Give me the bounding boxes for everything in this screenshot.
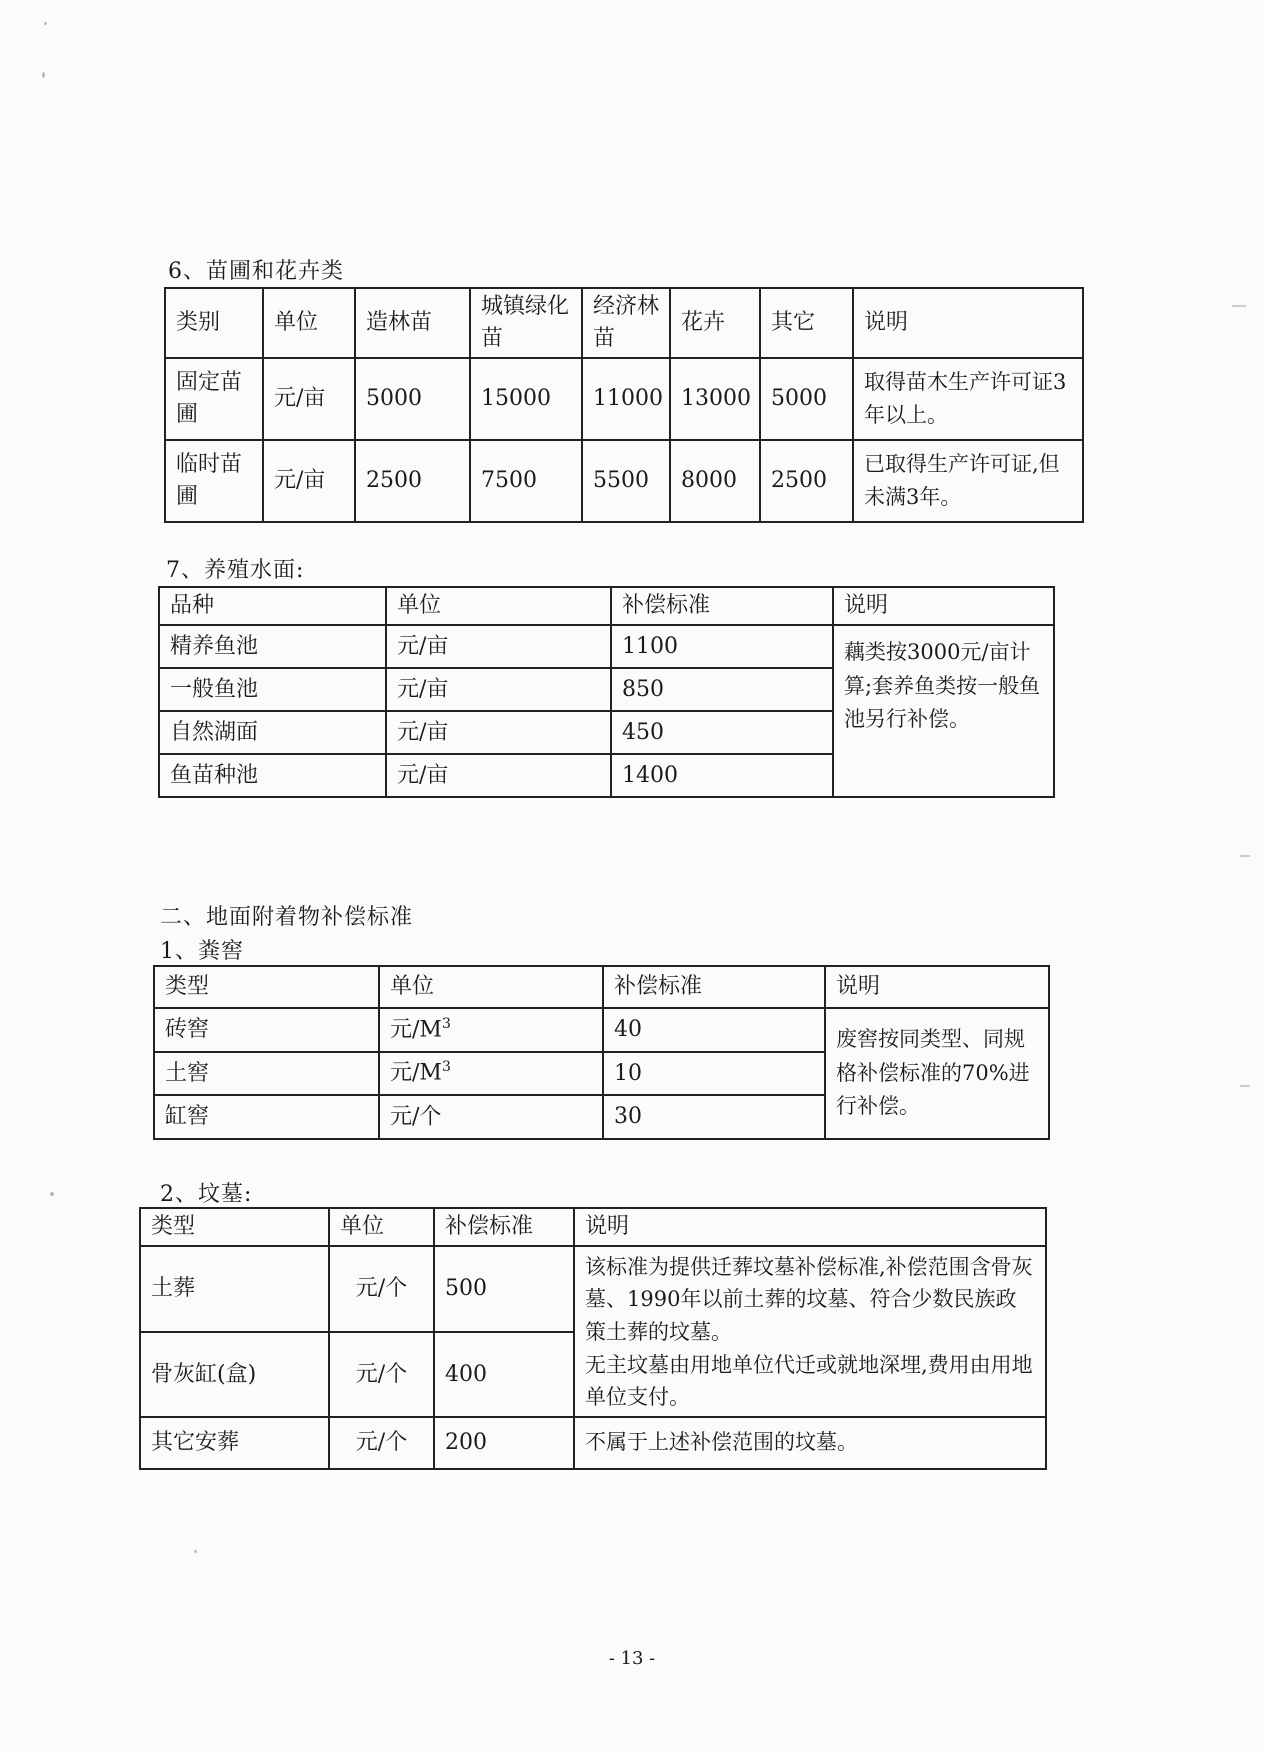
unit-cell bbox=[379, 1052, 603, 1095]
header-cell: 单位 bbox=[263, 288, 355, 358]
type-cell: 土窖 bbox=[154, 1052, 379, 1095]
type-cell: 骨灰缸(盒) bbox=[140, 1332, 329, 1416]
type-cell: 缸窖 bbox=[154, 1095, 379, 1139]
table-header-row bbox=[159, 587, 1054, 625]
header-cell: 其它 bbox=[760, 288, 853, 358]
value-cell: 2500 bbox=[355, 440, 470, 522]
section-6-heading: 6、苗圃和花卉类 bbox=[168, 259, 344, 284]
table-header-row bbox=[154, 966, 1049, 1008]
note-cell: 取得苗木生产许可证3年以上。 bbox=[853, 358, 1083, 440]
scan-speck bbox=[194, 1550, 197, 1553]
scan-speck bbox=[44, 22, 47, 25]
unit-cell: 元/亩 bbox=[386, 668, 611, 711]
unit-cell: 元/亩 bbox=[386, 625, 611, 668]
note-cell bbox=[574, 1246, 1046, 1417]
header-cell: 造林苗 bbox=[355, 288, 470, 358]
header-cell: 单位 bbox=[329, 1208, 434, 1246]
type-cell: 土葬 bbox=[140, 1246, 329, 1332]
value-cell: 450 bbox=[611, 711, 833, 754]
value-cell: 2500 bbox=[760, 440, 853, 522]
note-paragraph: 无主坟墓由用地单位代迁或就地深埋,费用由用地单位支付。 bbox=[585, 1352, 1033, 1410]
table-row bbox=[159, 625, 1054, 668]
header-cell: 经济林苗 bbox=[582, 288, 670, 358]
part-2-title: 二、地面附着物补偿标准 bbox=[160, 905, 414, 930]
value-cell: 7500 bbox=[470, 440, 582, 522]
table-row bbox=[140, 1246, 1046, 1332]
value-cell: 8000 bbox=[670, 440, 760, 522]
unit-cell: 元/亩 bbox=[263, 440, 355, 522]
cellar-heading: 1、粪窖 bbox=[160, 939, 244, 964]
page-number: - 13 - bbox=[608, 1648, 656, 1669]
unit-exponent: 3 bbox=[441, 1015, 451, 1032]
note-cell: 已取得生产许可证,但未满3年。 bbox=[853, 440, 1083, 522]
value-cell: 30 bbox=[603, 1095, 825, 1139]
section-7-heading: 7、养殖水面: bbox=[166, 558, 305, 583]
note-cell: 不属于上述补偿范围的坟墓。 bbox=[574, 1417, 1046, 1469]
scan-speck bbox=[42, 72, 45, 78]
value-cell: 5500 bbox=[582, 440, 670, 522]
note-cell: 藕类按3000元/亩计算;套养鱼类按一般鱼池另行补偿。 bbox=[833, 625, 1054, 797]
unit-text: 元/M bbox=[390, 1060, 442, 1086]
header-cell: 说明 bbox=[825, 966, 1049, 1008]
value-cell: 1400 bbox=[611, 754, 833, 797]
unit-cell bbox=[379, 1095, 603, 1139]
kind-cell: 鱼苗种池 bbox=[159, 754, 386, 797]
header-cell: 说明 bbox=[853, 288, 1083, 358]
grave-table bbox=[139, 1207, 1047, 1470]
header-cell: 单位 bbox=[379, 966, 603, 1008]
unit-text: 元/M bbox=[390, 1017, 442, 1043]
value-cell: 11000 bbox=[582, 358, 670, 440]
unit-cell: 元/个 bbox=[329, 1246, 434, 1332]
table-row bbox=[165, 440, 1083, 522]
type-cell: 其它安葬 bbox=[140, 1417, 329, 1469]
value-cell: 1100 bbox=[611, 625, 833, 668]
scan-mark bbox=[1240, 855, 1250, 857]
value-cell: 40 bbox=[603, 1008, 825, 1052]
category-cell: 临时苗圃 bbox=[165, 440, 263, 522]
unit-cell: 元/个 bbox=[329, 1417, 434, 1469]
unit-cell bbox=[379, 1008, 603, 1052]
header-cell: 品种 bbox=[159, 587, 386, 625]
table-header-row bbox=[140, 1208, 1046, 1246]
category-cell: 固定苗圃 bbox=[165, 358, 263, 440]
kind-cell: 自然湖面 bbox=[159, 711, 386, 754]
header-cell: 补偿标准 bbox=[434, 1208, 574, 1246]
scan-mark bbox=[1240, 1085, 1250, 1087]
cellar-table bbox=[153, 965, 1050, 1140]
header-cell: 城镇绿化苗 bbox=[470, 288, 582, 358]
unit-exponent: 3 bbox=[441, 1059, 451, 1076]
scan-mark bbox=[1232, 305, 1246, 307]
value-cell: 5000 bbox=[355, 358, 470, 440]
kind-cell: 一般鱼池 bbox=[159, 668, 386, 711]
table-row bbox=[140, 1417, 1046, 1469]
scan-speck bbox=[50, 1192, 54, 1196]
value-cell: 10 bbox=[603, 1052, 825, 1095]
aquaculture-table bbox=[158, 586, 1055, 798]
unit-cell: 元/亩 bbox=[386, 711, 611, 754]
header-cell: 补偿标准 bbox=[603, 966, 825, 1008]
unit-cell: 元/亩 bbox=[386, 754, 611, 797]
header-cell: 单位 bbox=[386, 587, 611, 625]
table-row bbox=[154, 1008, 1049, 1052]
unit-text: 元/个 bbox=[390, 1104, 442, 1130]
note-paragraph: 该标准为提供迁葬坟墓补偿标准,补偿范围含骨灰墓、1990年以前土葬的坟墓、符合少数民族政策土葬的坟墓。 bbox=[585, 1254, 1033, 1344]
table-header-row bbox=[165, 288, 1083, 358]
value-cell: 400 bbox=[434, 1332, 574, 1416]
value-cell: 500 bbox=[434, 1246, 574, 1332]
note-cell: 废窖按同类型、同规格补偿标准的70%进行补偿。 bbox=[825, 1008, 1049, 1139]
header-cell: 类型 bbox=[154, 966, 379, 1008]
value-cell: 13000 bbox=[670, 358, 760, 440]
unit-cell: 元/个 bbox=[329, 1332, 434, 1416]
table-row bbox=[165, 358, 1083, 440]
kind-cell: 精养鱼池 bbox=[159, 625, 386, 668]
value-cell: 200 bbox=[434, 1417, 574, 1469]
header-cell: 类别 bbox=[165, 288, 263, 358]
unit-cell: 元/亩 bbox=[263, 358, 355, 440]
header-cell: 说明 bbox=[574, 1208, 1046, 1246]
value-cell: 5000 bbox=[760, 358, 853, 440]
type-cell: 砖窖 bbox=[154, 1008, 379, 1052]
grave-heading: 2、坟墓: bbox=[160, 1182, 253, 1207]
header-cell: 补偿标准 bbox=[611, 587, 833, 625]
value-cell: 850 bbox=[611, 668, 833, 711]
header-cell: 类型 bbox=[140, 1208, 329, 1246]
nursery-table bbox=[164, 287, 1084, 523]
value-cell: 15000 bbox=[470, 358, 582, 440]
header-cell: 说明 bbox=[833, 587, 1054, 625]
header-cell: 花卉 bbox=[670, 288, 760, 358]
